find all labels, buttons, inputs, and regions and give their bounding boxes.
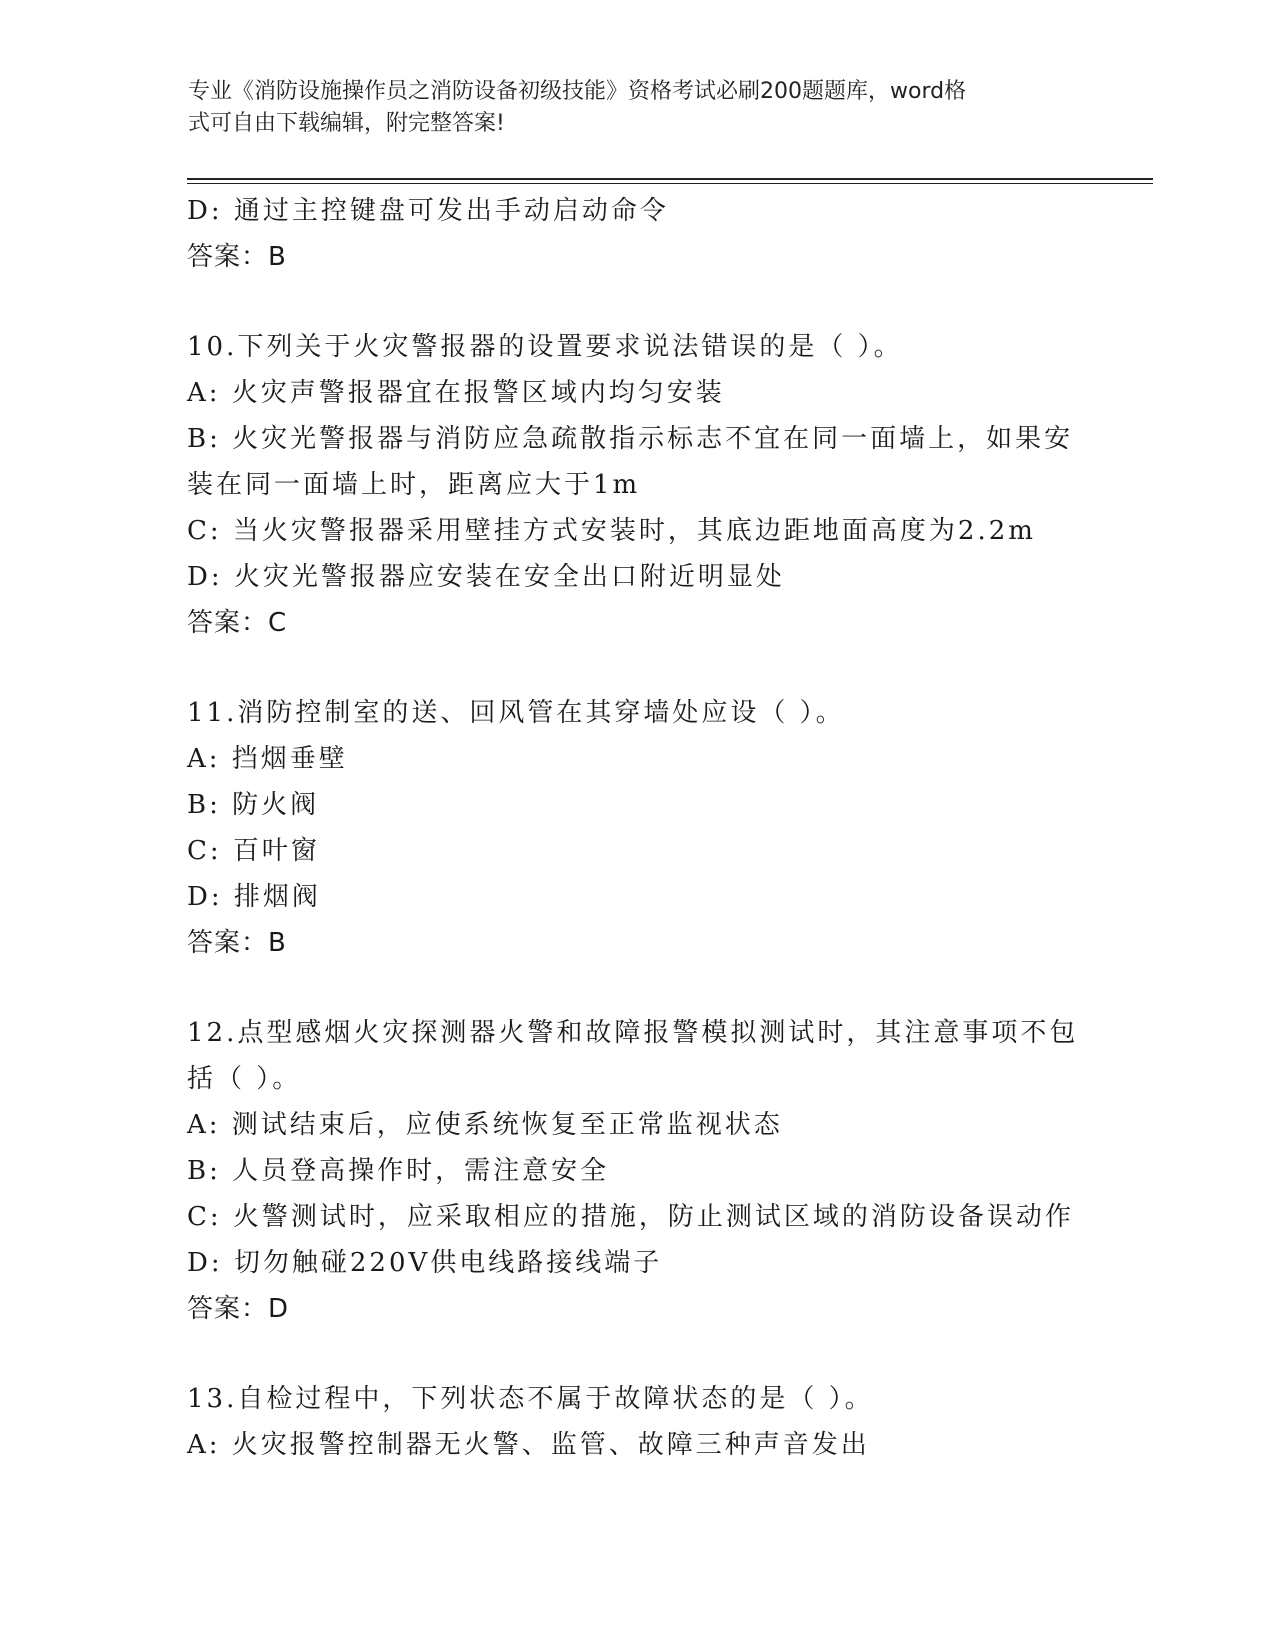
question-stem: 10.下列关于火灾警报器的设置要求说法错误的是（ ）。 [187, 332, 903, 362]
header-line-1: 专业《消防设施操作员之消防设备初级技能》资格考试必刷200题题库，word格 [188, 79, 967, 104]
option-d: D: 排烟阀 [187, 882, 321, 912]
header-divider-thin [187, 183, 1153, 184]
question-stem: 11.消防控制室的送、回风管在其穿墙处应设（ ）。 [187, 698, 845, 728]
option-c: C: 火警测试时，应采取相应的措施，防止测试区域的消防设备误动作 [187, 1202, 1074, 1232]
spacer [187, 646, 1087, 690]
option-a: A: 测试结束后，应使系统恢复至正常监视状态 [187, 1110, 783, 1140]
option-a: A: 火灾报警控制器无火警、监管、故障三种声音发出 [187, 1430, 870, 1460]
answer-label: 答案：D [187, 1294, 290, 1324]
spacer [187, 1332, 1087, 1376]
question-block-12 [187, 1010, 1087, 1332]
option-a: A: 火灾声警报器宜在报警区域内均匀安装 [187, 378, 725, 408]
answer-label: 答案：B [187, 928, 287, 958]
option-d: D: 火灾光警报器应安装在安全出口附近明显处 [187, 562, 785, 592]
header-divider-thick [187, 178, 1153, 180]
header-line-2: 式可自由下载编辑，附完整答案! [188, 111, 505, 136]
answer-label: 答案：B [187, 242, 287, 272]
option-c: C: 百叶窗 [187, 836, 320, 866]
document-header [188, 76, 1068, 140]
option-a: A: 挡烟垂壁 [187, 744, 348, 774]
option-c: C: 当火灾警报器采用壁挂方式安装时，其底边距地面高度为2.2m [187, 516, 1036, 546]
spacer [187, 280, 1087, 324]
question-block-10 [187, 324, 1087, 646]
question-stem-continued: 括（ ）。 [187, 1064, 302, 1094]
question-list [187, 188, 1087, 1468]
option-b-continued: 装在同一面墙上时，距离应大于1m [187, 470, 641, 500]
question-block-13 [187, 1376, 1087, 1468]
spacer [187, 966, 1087, 1010]
option-b: B: 防火阀 [187, 790, 320, 820]
option-b: B: 人员登高操作时，需注意安全 [187, 1156, 610, 1186]
question-stem: 13.自检过程中，下列状态不属于故障状态的是（ ）。 [187, 1384, 874, 1414]
question-stem: 12.点型感烟火灾探测器火警和故障报警模拟测试时，其注意事项不包 [187, 1018, 1079, 1048]
option-d: D: 通过主控键盘可发出手动启动命令 [187, 196, 669, 226]
option-d: D: 切勿触碰220V供电线路接线端子 [187, 1248, 663, 1278]
answer-label: 答案：C [187, 608, 288, 638]
question-block-11 [187, 690, 1087, 966]
option-b: B: 火灾光警报器与消防应急疏散指示标志不宜在同一面墙上，如果安 [187, 424, 1074, 454]
question-block-prev [187, 188, 1087, 280]
